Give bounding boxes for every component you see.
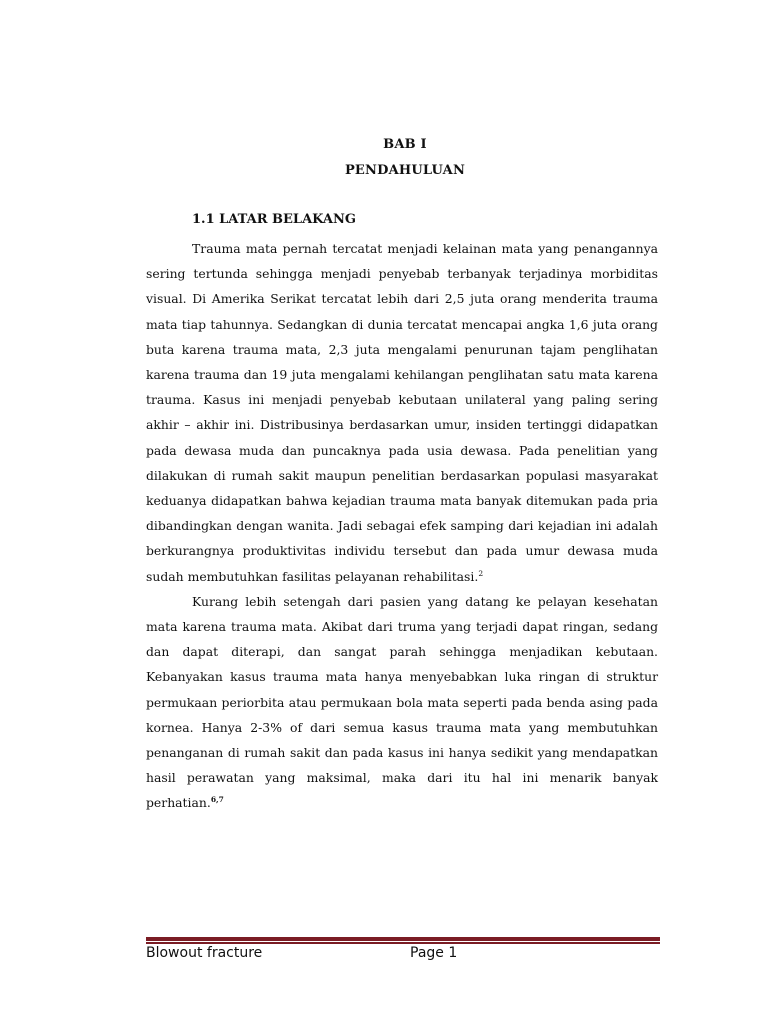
paragraph-2-text: Kurang lebih setengah dari pasien yang datang ke pelayan kesehatan mata karena trauma mata. Akibat dari truma yang terjadi dapat ringan, sedang dan dapat diterapi, dan sangat parah sehingga menjadikan kebutaan. Kebanyakan kasus trauma mata hanya menyebabkan luka ringan di struktur permukaan periorbita atau permukaan bola mata seperti pada benda asing pada kornea. Hanya 2-3% of dari semua kasus trauma mata yang membutuhkan penanganan di rumah sakit dan pada kasus ini hanya sedikit yang mendapatkan hasil perawatan yang maksimal, maka dari itu hal ini menarik banyak perhatian. bbox=[146, 593, 658, 811]
section-heading: 1.1 LATAR BELAKANG bbox=[192, 212, 357, 227]
paragraph-2 bbox=[146, 589, 658, 816]
footer-page-number: Page 1 bbox=[410, 945, 458, 961]
chapter-number: BAB I bbox=[383, 137, 427, 152]
paragraph-1-text: Trauma mata pernah tercatat menjadi kelainan mata yang penangannya sering tertunda sehingga menjadi penyebab terbanyak terjadinya morbiditas visual. Di Amerika Serikat tercatat lebih dari 2,5 juta orang menderita trauma mata tiap tahunnya. Sedangkan di dunia tercatat mencapai angka 1,6 juta orang buta karena trauma mata, 2,3 juta mengalami penurunan tajam penglihatan karena trauma dan 19 juta mengalami kehilangan penglihatan satu mata karena trauma. Kasus ini menjadi penyebab kebutaan unilateral yang paling sering akhir – akhir ini. Distribusinya berdasarkan umur, insiden tertinggi didapatkan pada dewasa muda dan puncaknya pada usia dewasa. Pada penelitian yang dilakukan di rumah sakit maupun penelitian berdasarkan populasi masyarakat keduanya didapatkan bahwa kejadian trauma mata banyak ditemukan pada pria dibandingkan dengan wanita. Jadi sebagai efek samping dari kejadian ini adalah berkurangnya produktivitas individu tersebut dan pada umur dewasa muda sudah membutuhkan fasilitas pelayanan rehabilitasi. bbox=[146, 241, 658, 584]
footer-rule bbox=[146, 937, 660, 944]
paragraph-1 bbox=[146, 236, 658, 589]
footer-document-title: Blowout fracture bbox=[146, 945, 263, 961]
citation-2: 2 bbox=[478, 568, 484, 578]
footer-rule-thin-line bbox=[146, 942, 660, 944]
chapter-title: PENDAHULUAN bbox=[344, 163, 466, 178]
footer-rule-thick-line bbox=[146, 937, 660, 941]
citation-6-7: 6,7 bbox=[210, 795, 224, 805]
body-text bbox=[146, 236, 658, 816]
